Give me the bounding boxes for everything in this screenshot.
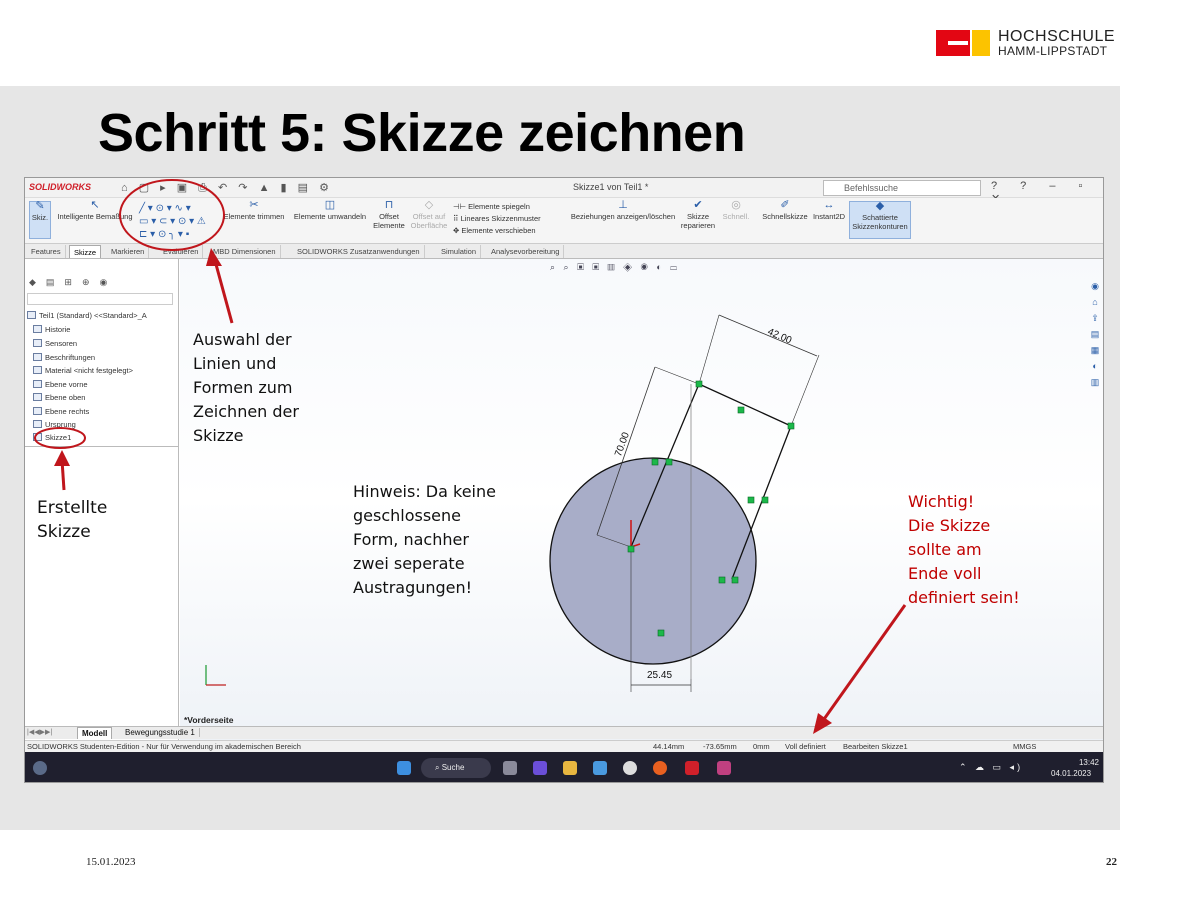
arrow-status-head: [813, 713, 832, 734]
repair-icon: ✔: [693, 199, 703, 211]
smart-dimension-button[interactable]: ↖ Intelligente Bemaßung: [55, 201, 135, 221]
tree-root[interactable]: Teil1 (Standard) <<Standard>_A: [27, 311, 147, 320]
clock-date: 04.01.2023: [1051, 769, 1092, 778]
footer-date: 15.01.2023: [86, 856, 136, 868]
tree-tab-icons[interactable]: ◆▤⊞⊕◉: [29, 277, 118, 287]
dimension-2545[interactable]: 25.45: [647, 670, 673, 681]
offset-icon: ⊓: [384, 199, 394, 211]
tree-item-historie[interactable]: Historie: [33, 325, 70, 334]
solidworks-brand: SOLIDWORKS: [29, 182, 91, 192]
arrow-status: [822, 605, 905, 722]
logo-line-2: HAMM-LIPPSTADT: [998, 44, 1108, 58]
annotation-wichtig: Wichtig! Die Skizze sollte am Ende voll definiert sein!: [908, 492, 1020, 607]
coord-y: -73.65mm: [703, 742, 737, 751]
tree-item-sensoren[interactable]: Sensoren: [33, 339, 77, 348]
tab-modell[interactable]: Modell: [77, 727, 112, 739]
tab-mbd[interactable]: MBD Dimensionen: [209, 245, 281, 258]
tab-analysis[interactable]: Analysevorbereitung: [487, 245, 564, 258]
tab-evaluieren[interactable]: Evaluieren: [159, 245, 203, 258]
arrow-skizze-head: [54, 450, 70, 466]
tab-simulation[interactable]: Simulation: [437, 245, 481, 258]
edit-mode: Bearbeiten Skizze1: [843, 742, 908, 751]
page-number: 22: [1106, 856, 1117, 868]
sketch-entities-group[interactable]: ╱ ▾ ⊙ ▾ ∿ ▾ ▭ ▾ ⊂ ▾ ⊙ ▾ ⚠ ⊏ ▾ ⊙ ╮ ▾ ▪: [139, 203, 206, 240]
instant2d-button[interactable]: ↔ Instant2D: [812, 199, 846, 221]
task-pane-tabs[interactable]: ◉ ⌂ ⇪ ▤ ▦ ◐ ▥: [1090, 281, 1100, 387]
tab-addins[interactable]: SOLIDWORKS Zusatzanwendungen: [293, 245, 425, 258]
highlight-ellipse-skizze1: [35, 428, 85, 448]
sketch-icon: ✎: [35, 200, 45, 212]
tab-skizze[interactable]: Skizze: [69, 245, 101, 258]
linear-pattern-button[interactable]: ⠿ Lineares Skizzenmuster: [453, 214, 541, 223]
tab-features[interactable]: Features: [27, 245, 66, 258]
highlight-ellipse-tools: [120, 180, 224, 250]
display-relations-button[interactable]: ⊥ Beziehungen anzeigen/löschen: [570, 199, 676, 221]
convert-icon: ◫: [324, 199, 336, 211]
dimension-42[interactable]: 42.00: [765, 326, 794, 347]
command-search-input[interactable]: Befehlssuche: [823, 180, 981, 196]
mirror-entities-button[interactable]: ⊣⊢ Elemente spiegeln: [453, 202, 530, 211]
shaded-contour-icon: ◆: [875, 200, 885, 212]
tree-item-skizze1[interactable]: Skizze1: [33, 433, 71, 442]
coord-z: 0mm: [753, 742, 770, 751]
heads-up-view-toolbar[interactable]: ⌕ ⌕ ▣ ▣ ▥ ◈ ◉ ◐ ▭: [550, 262, 681, 272]
tree-item-beschriftungen[interactable]: Beschriftungen: [33, 353, 95, 362]
convert-entities-button[interactable]: ◫ Elemente umwandeln: [291, 201, 369, 221]
tab-bewegungsstudie[interactable]: Bewegungsstudie 1: [121, 728, 200, 737]
shaded-sketch-contours-button[interactable]: ◆ Schattierte Skizzenkonturen: [849, 201, 911, 239]
logo-line-1: HOCHSCHULE: [998, 28, 1116, 45]
window-controls[interactable]: ? ? – ▫: [991, 180, 1093, 192]
coord-x: 44.14mm: [653, 742, 685, 751]
relations-icon: ⊥: [618, 199, 628, 211]
quick-snaps-button[interactable]: ◎ Schnell.: [722, 199, 750, 221]
offset-surface-button[interactable]: ◇ Offset auf Oberfläche: [410, 199, 448, 230]
tab-scroll-arrows[interactable]: |◀◀▶▶|: [27, 729, 53, 736]
annotation-hinweis: Hinweis: Da keine geschlossene Form, nachher zwei seperate Austragungen!: [353, 482, 496, 597]
document-title: Skizze1 von Teil1 *: [573, 182, 649, 192]
edition-notice: SOLIDWORKS Studenten-Edition - Nur für Verwendung im akademischen Bereich: [27, 742, 301, 751]
move-entities-button[interactable]: ✥ Elemente verschieben: [453, 226, 536, 235]
trim-entities-button[interactable]: ✂ Elemente trimmen: [221, 201, 287, 221]
instant2d-icon: ↔: [823, 199, 835, 211]
offset-surface-icon: ◇: [424, 199, 434, 211]
sketch-button[interactable]: ✎ Skiz.: [29, 201, 51, 239]
taskbar-search[interactable]: ⌕ Suche: [421, 758, 491, 778]
snap-icon: ◎: [731, 199, 741, 211]
trim-icon: ✂: [249, 199, 259, 211]
slide-title: Schritt 5: Skizze zeichnen: [98, 103, 746, 163]
arrow-tools: [214, 257, 232, 323]
tree-item-ursprung[interactable]: Ursprung: [33, 420, 76, 429]
arrow-tools-head: [206, 248, 222, 266]
annotation-auswahl: Auswahl der Linien und Formen zum Zeichnen der Skizze: [193, 330, 299, 445]
clock-time: 13:42: [1078, 758, 1099, 767]
unit-system[interactable]: MMGS: [1013, 742, 1037, 751]
annotation-erstellte-skizze: Erstellte Skizze: [37, 498, 108, 542]
dimension-70[interactable]: 70.00: [613, 430, 632, 459]
tree-item-material[interactable]: Material <nicht festgelegt>: [33, 366, 133, 375]
view-orientation-label: *Vorderseite: [184, 715, 234, 725]
dimension-icon: ↖: [90, 199, 100, 211]
quick-access-icons[interactable]: ⌂ ▢ ▸ ▣ ⎙ ↶ ↷ ▲ ▮ ▤ ⚙: [121, 182, 333, 194]
rapid-sketch-button[interactable]: ✐ Schnellskizze: [759, 201, 811, 221]
tree-item-ebene-vorne[interactable]: Ebene vorne: [33, 380, 88, 389]
tree-item-ebene-oben[interactable]: Ebene oben: [33, 393, 85, 402]
repair-sketch-button[interactable]: ✔ Skizze reparieren: [680, 199, 716, 230]
offset-entities-button[interactable]: ⊓ Offset Elemente: [373, 199, 405, 230]
rapid-sketch-icon: ✐: [780, 199, 790, 211]
system-tray-icons[interactable]: ⌃ ☁ ▭ ◂): [959, 762, 1024, 772]
tree-item-ebene-rechts[interactable]: Ebene rechts: [33, 407, 89, 416]
tab-markieren[interactable]: Markieren: [107, 245, 149, 258]
sketch-state: Voll definiert: [785, 742, 826, 751]
